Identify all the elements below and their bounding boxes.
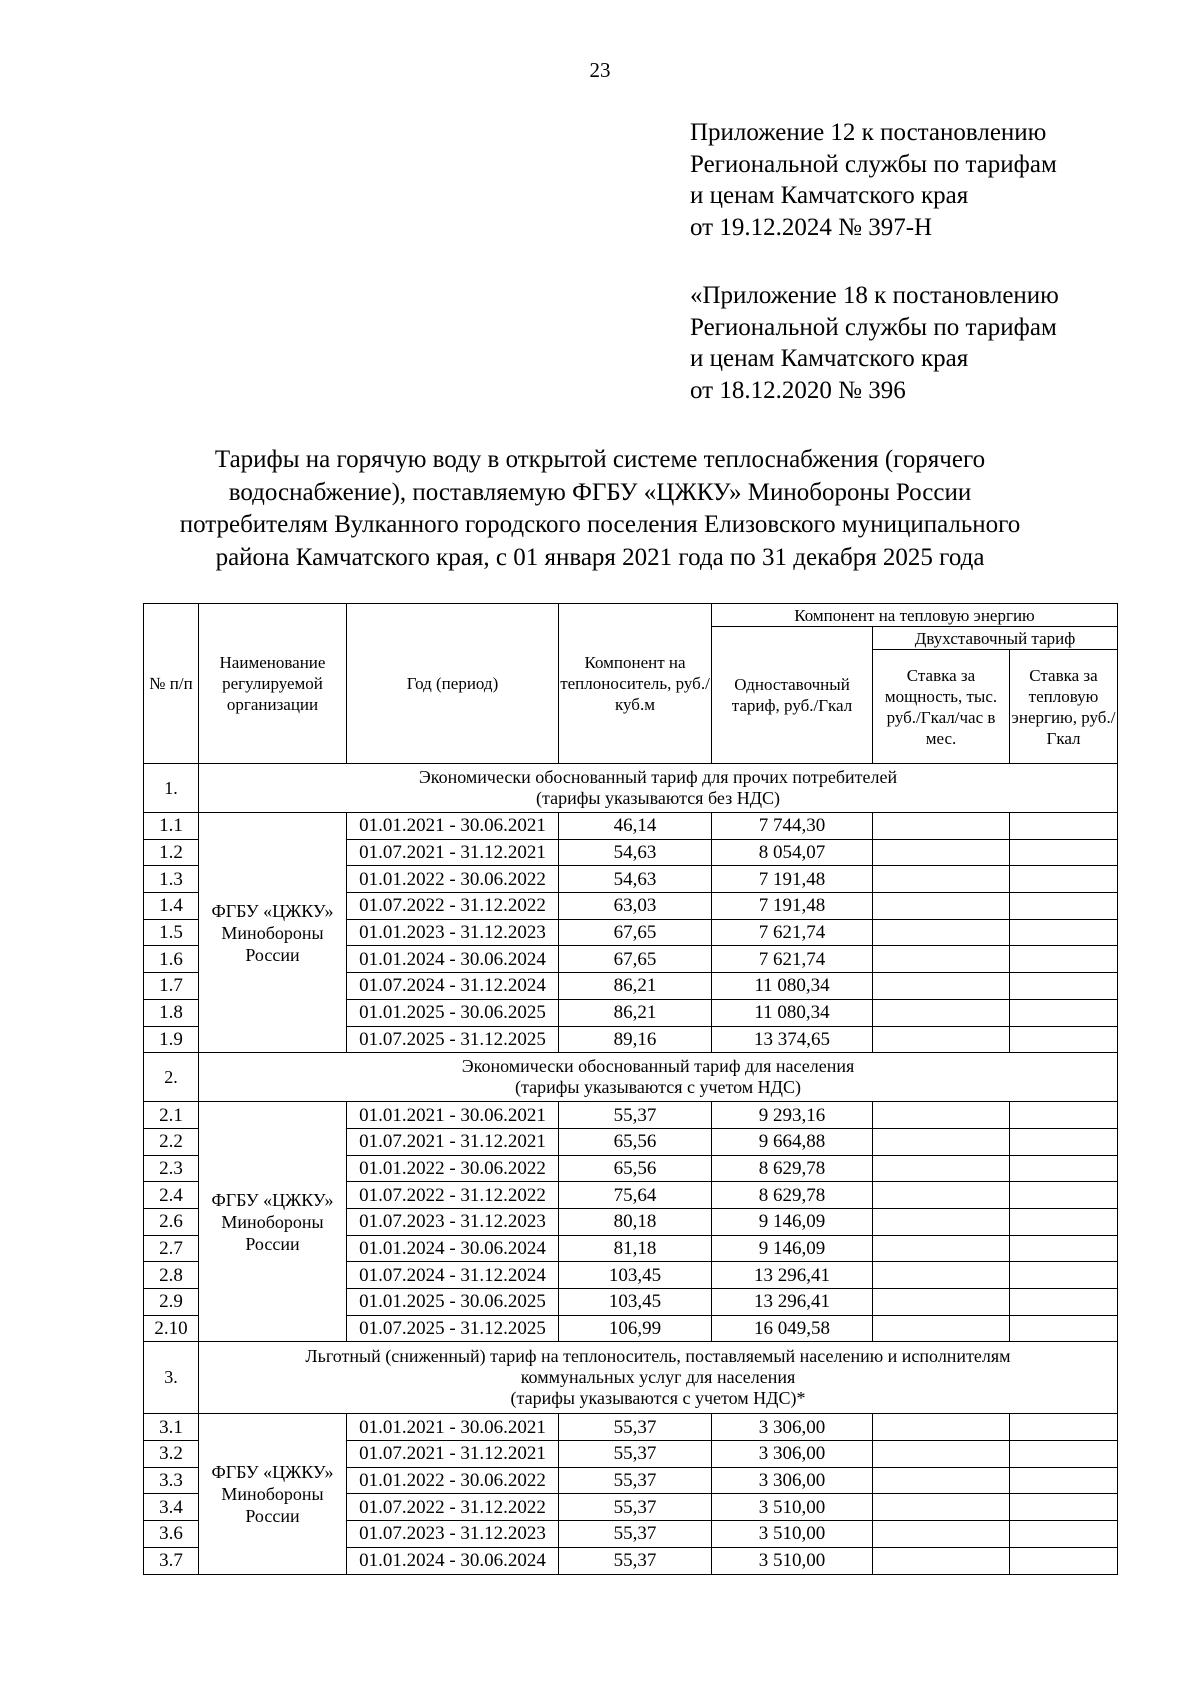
carrier-component-value: 55,37 (559, 1547, 712, 1574)
carrier-component-value: 103,45 (559, 1262, 712, 1289)
appendix-old-line: «Приложение 18 к постановлению (690, 282, 1059, 309)
single-rate-value: 7 621,74 (712, 946, 873, 973)
carrier-component-value: 65,56 (559, 1155, 712, 1182)
table-row (144, 1414, 1118, 1441)
row-number: 2.8 (144, 1262, 199, 1289)
energy-rate-value (1010, 973, 1118, 1000)
organization-name: ФГБУ «ЦЖКУ» Минобороны России (199, 813, 347, 1053)
energy-rate-value (1010, 1414, 1118, 1441)
capacity-rate-value (873, 1289, 1010, 1316)
capacity-rate-value (873, 946, 1010, 973)
energy-rate-value (1010, 1521, 1118, 1548)
section-row (144, 1053, 1118, 1102)
single-rate-value: 8 054,07 (712, 839, 873, 866)
row-number: 2.1 (144, 1102, 199, 1129)
section-number: 1. (144, 764, 199, 813)
section-title-line: Экономически обоснованный тариф для прочих потребителей (418, 767, 898, 787)
energy-rate-value (1010, 1208, 1118, 1235)
period: 01.01.2022 - 30.06.2022 (347, 1155, 559, 1182)
capacity-rate-value (873, 1235, 1010, 1262)
energy-rate-value (1010, 1262, 1118, 1289)
capacity-rate-value (873, 999, 1010, 1026)
period: 01.07.2024 - 31.12.2024 (347, 973, 559, 1000)
row-number: 2.9 (144, 1289, 199, 1316)
header-num: № п/п (144, 604, 199, 764)
section-title (199, 764, 1118, 813)
section-title-line: Льготный (сниженный) тариф на теплоноситель, поставляемый населению и исполнителям (305, 1346, 1011, 1367)
energy-rate-value (1010, 919, 1118, 946)
title-line: района Камчатского края, с 01 января 2021 года по 31 декабря 2025 года (215, 543, 985, 571)
appendix-new-line: и ценам Камчатского края (690, 182, 969, 209)
energy-rate-value (1010, 813, 1118, 840)
capacity-rate-value (873, 1467, 1010, 1494)
carrier-component-value: 55,37 (559, 1467, 712, 1494)
energy-rate-value (1010, 1182, 1118, 1209)
single-rate-value: 11 080,34 (712, 999, 873, 1026)
period: 01.01.2021 - 30.06.2021 (347, 1414, 559, 1441)
capacity-rate-value (873, 1441, 1010, 1468)
title-line: потребителям Вулканного городского поселения Елизовского муниципального (179, 511, 1021, 538)
energy-rate-value (1010, 893, 1118, 920)
energy-rate-value (1010, 946, 1118, 973)
energy-rate-value (1010, 1494, 1118, 1521)
header-energy-component: Компонент на тепловую энергию (712, 604, 1118, 627)
energy-rate-value (1010, 1026, 1118, 1053)
period: 01.01.2025 - 30.06.2025 (347, 999, 559, 1026)
period: 01.01.2021 - 30.06.2021 (347, 813, 559, 840)
appendix-old-line: и ценам Камчатского края (690, 345, 969, 372)
carrier-component-value: 55,37 (559, 1102, 712, 1129)
period: 01.01.2021 - 30.06.2021 (347, 1102, 559, 1129)
single-rate-value: 3 306,00 (712, 1414, 873, 1441)
appendix-new-reference (690, 117, 1057, 243)
capacity-rate-value (873, 1102, 1010, 1129)
row-number: 3.3 (144, 1467, 199, 1494)
row-number: 3.2 (144, 1441, 199, 1468)
appendix-new-line: от 19.12.2024 № 397-Н (690, 213, 933, 241)
section-title (199, 1342, 1118, 1414)
single-rate-value: 7 744,30 (712, 813, 873, 840)
appendix-old-line: Региональной службы по тарифам (690, 313, 1057, 341)
header-energy-rate: Ставка за тепловую энергию, руб./Гкал (1010, 650, 1118, 764)
period: 01.07.2021 - 31.12.2021 (347, 1128, 559, 1155)
capacity-rate-value (873, 1521, 1010, 1548)
section-number: 2. (144, 1053, 199, 1102)
period: 01.01.2023 - 31.12.2023 (347, 919, 559, 946)
appendix-new-line: Региональной службы по тарифам (690, 150, 1057, 178)
row-number: 2.4 (144, 1182, 199, 1209)
energy-rate-value (1010, 1315, 1118, 1342)
carrier-component-value: 89,16 (559, 1026, 712, 1053)
row-number: 1.7 (144, 973, 199, 1000)
energy-rate-value (1010, 839, 1118, 866)
energy-rate-value (1010, 1441, 1118, 1468)
period: 01.07.2025 - 31.12.2025 (347, 1026, 559, 1053)
page-number: 23 (589, 58, 611, 82)
capacity-rate-value (873, 973, 1010, 1000)
section-title-line: коммунальных услуг для населения (520, 1367, 796, 1388)
period: 01.07.2023 - 31.12.2023 (347, 1208, 559, 1235)
energy-rate-value (1010, 1102, 1118, 1129)
single-rate-value: 9 293,16 (712, 1102, 873, 1129)
capacity-rate-value (873, 893, 1010, 920)
section-row (144, 1342, 1118, 1414)
carrier-component-value: 81,18 (559, 1235, 712, 1262)
single-rate-value: 3 510,00 (712, 1494, 873, 1521)
single-rate-value: 3 306,00 (712, 1441, 873, 1468)
single-rate-value: 16 049,58 (712, 1315, 873, 1342)
period: 01.01.2024 - 30.06.2024 (347, 946, 559, 973)
period: 01.01.2022 - 30.06.2022 (347, 1467, 559, 1494)
section-title-line: (тарифы указываются с учетом НДС) (515, 1077, 801, 1098)
period: 01.07.2022 - 31.12.2022 (347, 1182, 559, 1209)
period: 01.07.2023 - 31.12.2023 (347, 1521, 559, 1548)
section-title (199, 1053, 1118, 1102)
carrier-component-value: 65,56 (559, 1128, 712, 1155)
carrier-component-value: 106,99 (559, 1315, 712, 1342)
capacity-rate-value (873, 1128, 1010, 1155)
capacity-rate-value (873, 866, 1010, 893)
energy-rate-value (1010, 1235, 1118, 1262)
period: 01.07.2024 - 31.12.2024 (347, 1262, 559, 1289)
period: 01.01.2022 - 30.06.2022 (347, 866, 559, 893)
capacity-rate-value (873, 1547, 1010, 1574)
period: 01.07.2021 - 31.12.2021 (347, 839, 559, 866)
carrier-component-value: 75,64 (559, 1182, 712, 1209)
row-number: 1.1 (144, 813, 199, 840)
single-rate-value: 7 191,48 (712, 893, 873, 920)
single-rate-value: 9 664,88 (712, 1128, 873, 1155)
energy-rate-value (1010, 1289, 1118, 1316)
carrier-component-value: 86,21 (559, 999, 712, 1026)
carrier-component-value: 54,63 (559, 839, 712, 866)
organization-name: ФГБУ «ЦЖКУ» Минобороны России (199, 1102, 347, 1342)
header-capacity-rate: Ставка за мощность, тыс. руб./Гкал/час в мес. (873, 650, 1010, 764)
single-rate-value: 9 146,09 (712, 1235, 873, 1262)
carrier-component-value: 55,37 (559, 1441, 712, 1468)
capacity-rate-value (873, 1414, 1010, 1441)
row-number: 2.3 (144, 1155, 199, 1182)
row-number: 1.6 (144, 946, 199, 973)
carrier-component-value: 67,65 (559, 919, 712, 946)
capacity-rate-value (873, 1262, 1010, 1289)
period: 01.01.2024 - 30.06.2024 (347, 1235, 559, 1262)
row-number: 3.1 (144, 1414, 199, 1441)
header-org: Наименование регулируемой организации (199, 604, 347, 764)
single-rate-value: 13 374,65 (712, 1026, 873, 1053)
single-rate-value: 8 629,78 (712, 1182, 873, 1209)
appendix-old-line: от 18.12.2020 № 396 (690, 376, 906, 404)
single-rate-value: 13 296,41 (712, 1262, 873, 1289)
carrier-component-value: 86,21 (559, 973, 712, 1000)
row-number: 1.2 (144, 839, 199, 866)
row-number: 1.9 (144, 1026, 199, 1053)
capacity-rate-value (873, 1208, 1010, 1235)
capacity-rate-value (873, 1182, 1010, 1209)
single-rate-value: 7 621,74 (712, 919, 873, 946)
tariff-table (143, 603, 1118, 1575)
single-rate-value: 3 510,00 (712, 1547, 873, 1574)
section-title-line: (тарифы указываются без НДС) (536, 788, 780, 808)
organization-name: ФГБУ «ЦЖКУ» Минобороны России (199, 1414, 347, 1574)
carrier-component-value: 55,37 (559, 1414, 712, 1441)
row-number: 2.6 (144, 1208, 199, 1235)
appendix-new-line: Приложение 12 к постановлению (690, 119, 1047, 146)
appendix-old-reference (690, 280, 1059, 406)
table-header (144, 604, 1118, 764)
header-period: Год (период) (347, 604, 559, 764)
row-number: 3.6 (144, 1521, 199, 1548)
single-rate-value: 8 629,78 (712, 1155, 873, 1182)
row-number: 2.7 (144, 1235, 199, 1262)
carrier-component-value: 55,37 (559, 1521, 712, 1548)
row-number: 2.10 (144, 1315, 199, 1342)
header-single-rate: Одноставочный тариф, руб./Гкал (712, 627, 873, 764)
header-two-rate: Двухставочный тариф (873, 627, 1118, 650)
period: 01.01.2024 - 30.06.2024 (347, 1547, 559, 1574)
energy-rate-value (1010, 999, 1118, 1026)
row-number: 1.3 (144, 866, 199, 893)
carrier-component-value: 80,18 (559, 1208, 712, 1235)
title-line: водоснабжение), поставляемую ФГБУ «ЦЖКУ» Минобороны России (228, 478, 972, 506)
capacity-rate-value (873, 1494, 1010, 1521)
table-body (144, 764, 1118, 1575)
row-number: 1.8 (144, 999, 199, 1026)
period: 01.07.2022 - 31.12.2022 (347, 1494, 559, 1521)
carrier-component-value: 103,45 (559, 1289, 712, 1316)
carrier-component-value: 54,63 (559, 866, 712, 893)
capacity-rate-value (873, 813, 1010, 840)
single-rate-value: 7 191,48 (712, 866, 873, 893)
section-title-line: Экономически обоснованный тариф для населения (461, 1056, 855, 1077)
row-number: 3.4 (144, 1494, 199, 1521)
single-rate-value: 3 510,00 (712, 1521, 873, 1548)
carrier-component-value: 67,65 (559, 946, 712, 973)
period: 01.07.2021 - 31.12.2021 (347, 1441, 559, 1468)
period: 01.07.2022 - 31.12.2022 (347, 893, 559, 920)
energy-rate-value (1010, 1128, 1118, 1155)
energy-rate-value (1010, 1547, 1118, 1574)
capacity-rate-value (873, 1155, 1010, 1182)
section-row (144, 764, 1118, 813)
carrier-component-value: 46,14 (559, 813, 712, 840)
single-rate-value: 3 306,00 (712, 1467, 873, 1494)
energy-rate-value (1010, 866, 1118, 893)
single-rate-value: 13 296,41 (712, 1289, 873, 1316)
row-number: 1.4 (144, 893, 199, 920)
period: 01.07.2025 - 31.12.2025 (347, 1315, 559, 1342)
table-row (144, 813, 1118, 840)
section-number: 3. (144, 1342, 199, 1414)
energy-rate-value (1010, 1155, 1118, 1182)
capacity-rate-value (873, 1315, 1010, 1342)
capacity-rate-value (873, 919, 1010, 946)
section-title-line: (тарифы указываются с учетом НДС)* (510, 1388, 806, 1409)
period: 01.01.2025 - 30.06.2025 (347, 1289, 559, 1316)
row-number: 1.5 (144, 919, 199, 946)
single-rate-value: 11 080,34 (712, 973, 873, 1000)
capacity-rate-value (873, 1026, 1010, 1053)
row-number: 3.7 (144, 1547, 199, 1574)
table-row (144, 1102, 1118, 1129)
title-line: Тарифы на горячую воду в открытой системе теплоснабжения (горячего (214, 446, 986, 473)
document-title (100, 444, 1100, 574)
energy-rate-value (1010, 1467, 1118, 1494)
carrier-component-value: 63,03 (559, 893, 712, 920)
row-number: 2.2 (144, 1128, 199, 1155)
single-rate-value: 9 146,09 (712, 1208, 873, 1235)
carrier-component-value: 55,37 (559, 1494, 712, 1521)
header-carrier-component: Компонент на теплоноситель, руб./куб.м (559, 604, 712, 764)
capacity-rate-value (873, 839, 1010, 866)
